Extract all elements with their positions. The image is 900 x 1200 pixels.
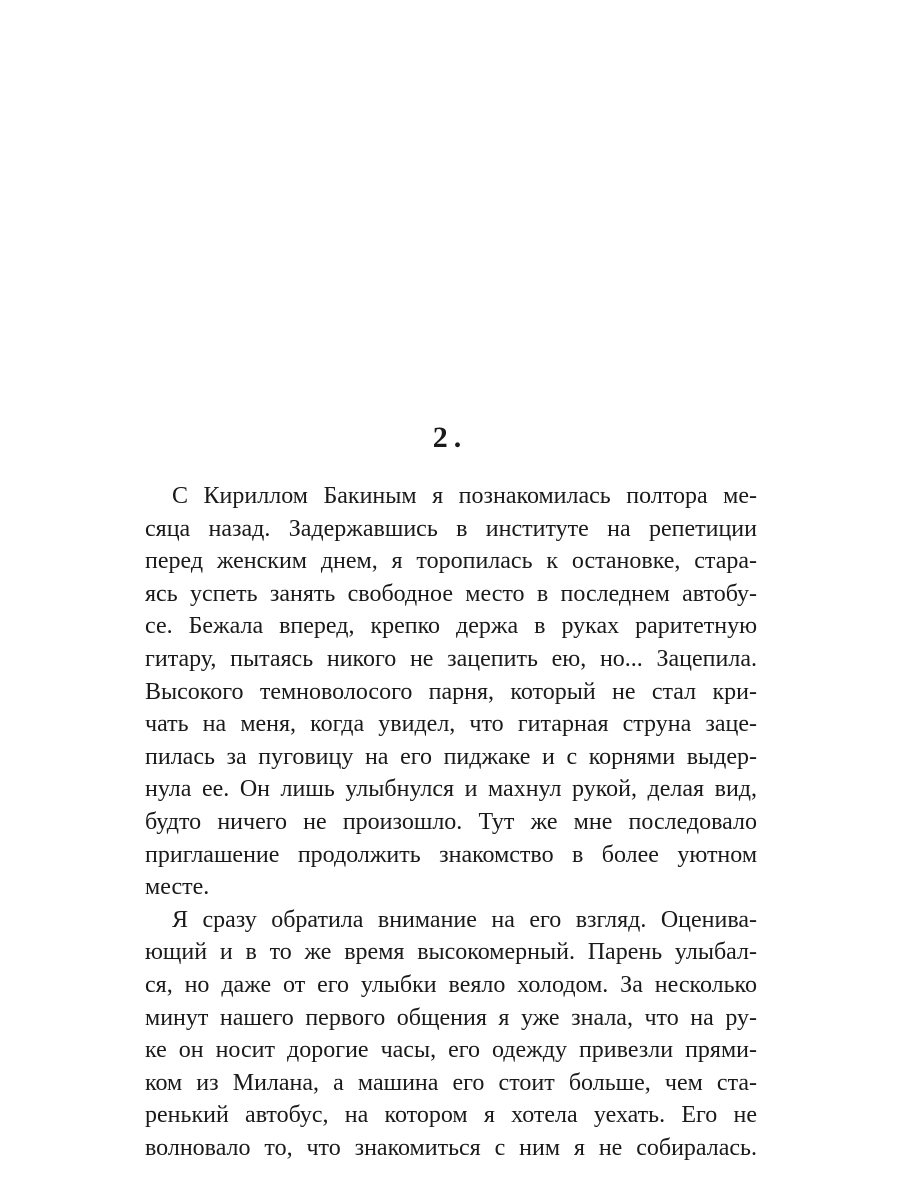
text-line: Высокого темноволосого парня, который не стал кри- [145, 678, 757, 705]
text-line: ясь успеть занять свободное место в последнем автобу- [145, 580, 757, 607]
text-line: приглашение продолжить знакомство в более уютном [145, 841, 757, 868]
text-line: С Кириллом Бакиным я познакомилась полтора ме- [172, 483, 757, 509]
text-line: ренький автобус, на котором я хотела уехать. Его не [145, 1102, 757, 1129]
body-text [145, 480, 757, 1164]
chapter-title: 2. [432, 421, 468, 454]
text-line: минут нашего первого общения я уже знала, что на ру- [145, 1004, 757, 1031]
text-line: перед женским днем, я торопилась к остановке, стара- [145, 548, 757, 575]
text-line: Я сразу обратила внимание на его взгляд. Оценива- [172, 906, 757, 933]
paragraph [145, 904, 757, 1165]
text-line: ющий и в то же время высокомерный. Парень улыбал- [145, 939, 757, 966]
text-line: сяца назад. Задержавшись в институте на репетиции [145, 515, 757, 542]
text-line: пилась за пуговицу на его пиджаке и с корнями выдер- [145, 743, 757, 770]
text-line: будто ничего не произошло. Тут же мне последовало [145, 808, 757, 835]
text-line: волновало то, что знакомиться с ним я не собиралась. [145, 1134, 757, 1161]
text-line: ся, но даже от его улыбки веяло холодом. За несколько [145, 971, 757, 998]
text-line: нула ее. Он лишь улыбнулся и махнул рукой, делая вид, [145, 776, 757, 803]
text-line: ком из Милана, а машина его стоит больше, чем ста- [145, 1069, 757, 1096]
text-line: ке он носит дорогие часы, его одежду привезли прями- [145, 1037, 757, 1064]
text-line: чать на меня, когда увидел, что гитарная струна заце- [145, 711, 757, 738]
paragraph [145, 480, 757, 904]
text-line: месте. [145, 874, 210, 901]
text-line: се. Бежала вперед, крепко держа в руках раритетную [145, 613, 757, 640]
text-line: гитару, пытаясь никого не зацепить ею, но... Зацепила. [145, 645, 757, 672]
